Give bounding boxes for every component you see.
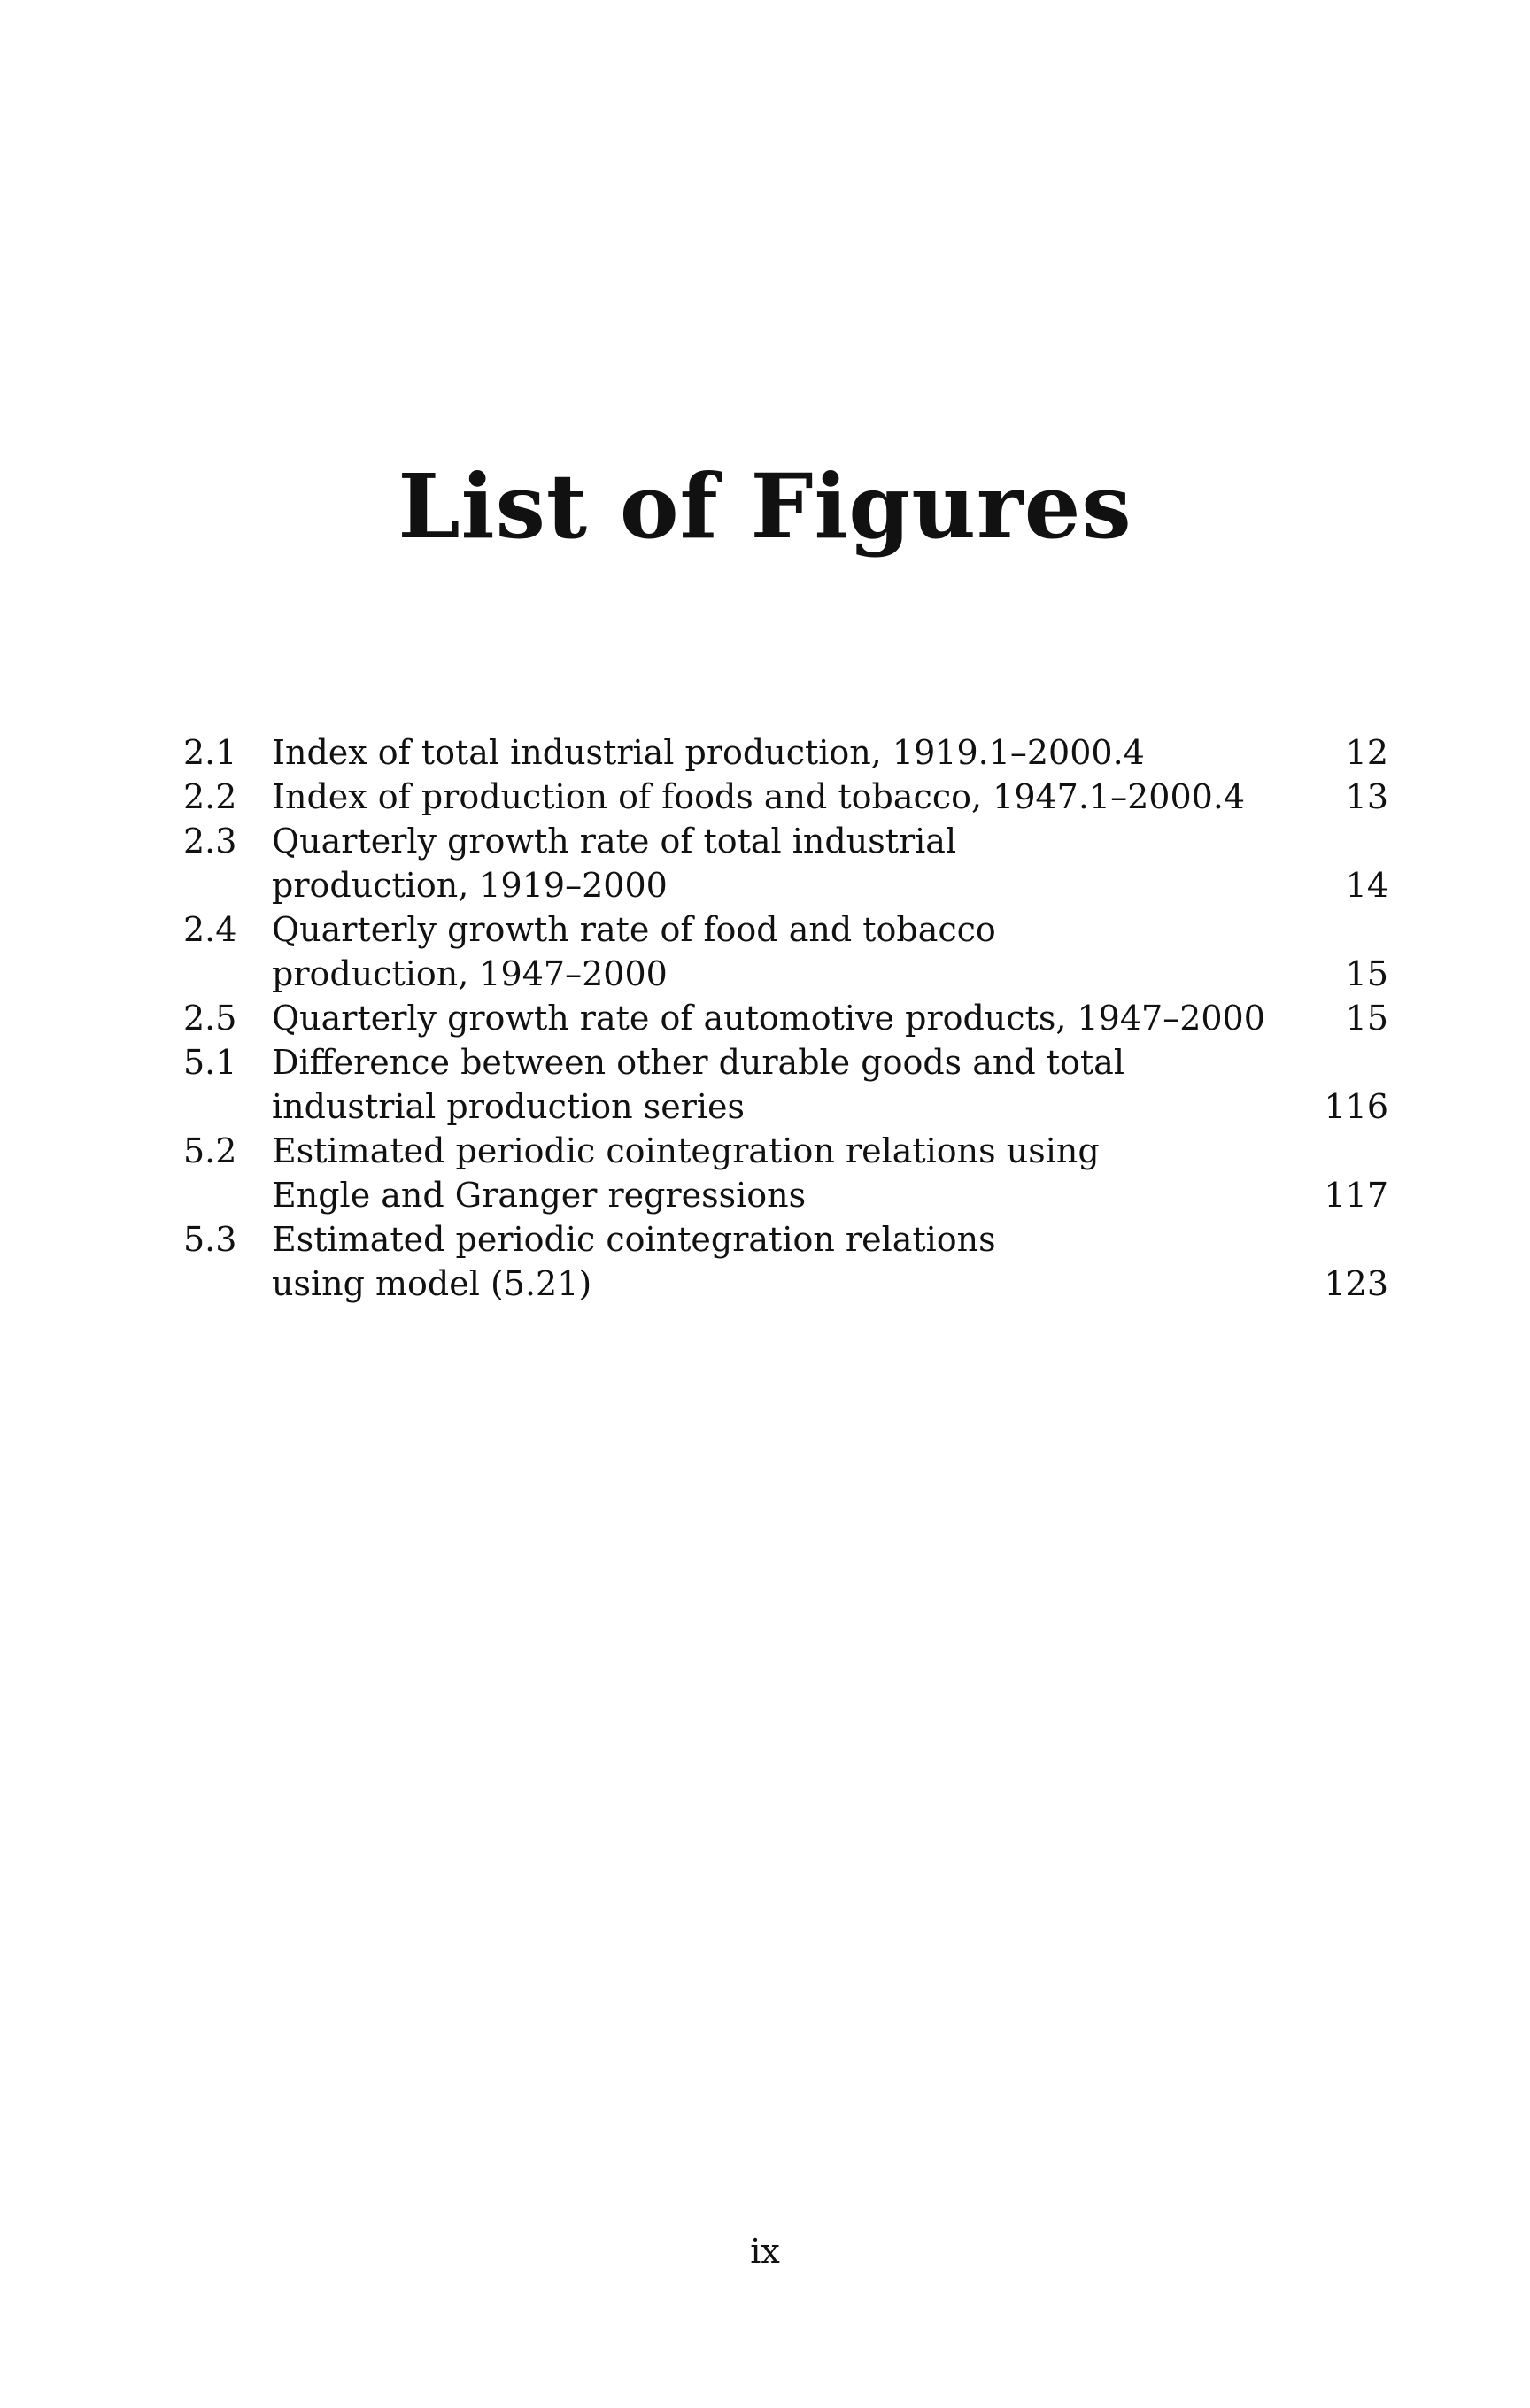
figure-entry [183, 1217, 1388, 1306]
figure-entry [183, 1040, 1388, 1129]
figure-caption-line: Index of production of foods and tobacco, 1947.1–2000.4 [272, 777, 1246, 816]
figure-entry [183, 819, 1388, 907]
figure-entry [183, 730, 1388, 775]
figure-caption-line: using model (5.21) [272, 1264, 592, 1303]
figure-page-number: 13 [1345, 777, 1388, 816]
figure-caption-line: Estimated periodic cointegration relations using [272, 1131, 1100, 1170]
figure-number: 5.3 [183, 1220, 237, 1259]
figure-number: 2.1 [183, 733, 237, 772]
figure-number: 2.5 [183, 999, 237, 1038]
figure-caption [272, 907, 1282, 996]
figure-caption [272, 1129, 1282, 1217]
figure-caption-line: production, 1947–2000 [272, 954, 668, 993]
figure-caption-line: industrial production series [272, 1087, 746, 1126]
figure-page-number: 123 [1324, 1264, 1388, 1303]
figure-entry [183, 775, 1388, 819]
figure-number: 5.2 [183, 1131, 237, 1170]
figure-page-number: 14 [1345, 866, 1388, 905]
figure-caption [272, 730, 1282, 775]
figure-caption [272, 1217, 1282, 1306]
figure-caption-line: Quarterly growth rate of total industrial [272, 822, 957, 861]
figure-page-number: 15 [1345, 999, 1388, 1038]
figure-entry [183, 996, 1388, 1040]
figure-caption [272, 996, 1282, 1040]
figure-caption-line: Engle and Granger regressions [272, 1176, 807, 1215]
figure-caption-line: Estimated periodic cointegration relations [272, 1220, 996, 1259]
figure-number: 5.1 [183, 1043, 237, 1082]
page-folio: ix [750, 2232, 780, 2271]
figure-caption [272, 819, 1282, 907]
figure-page-number: 15 [1345, 954, 1388, 993]
figure-page-number: 12 [1345, 733, 1388, 772]
figure-caption-line: Index of total industrial production, 1919.1–2000.4 [272, 733, 1145, 772]
figure-caption [272, 775, 1282, 819]
figure-caption-line: Difference between other durable goods and total [272, 1043, 1124, 1082]
figure-page-number: 116 [1324, 1087, 1388, 1126]
figure-caption-line: Quarterly growth rate of food and tobacco [272, 910, 996, 949]
figure-list [183, 730, 1388, 1306]
page-title: List of Figures [398, 454, 1132, 559]
figure-number: 2.4 [183, 910, 237, 949]
figure-caption-line: Quarterly growth rate of automotive products, 1947–2000 [272, 999, 1265, 1038]
figure-page-number: 117 [1324, 1176, 1388, 1215]
figure-caption-line: production, 1919–2000 [272, 866, 668, 905]
figure-caption [272, 1040, 1282, 1129]
figure-entry [183, 1129, 1388, 1217]
figure-number: 2.3 [183, 822, 237, 861]
figure-entry [183, 907, 1388, 996]
figure-number: 2.2 [183, 777, 237, 816]
